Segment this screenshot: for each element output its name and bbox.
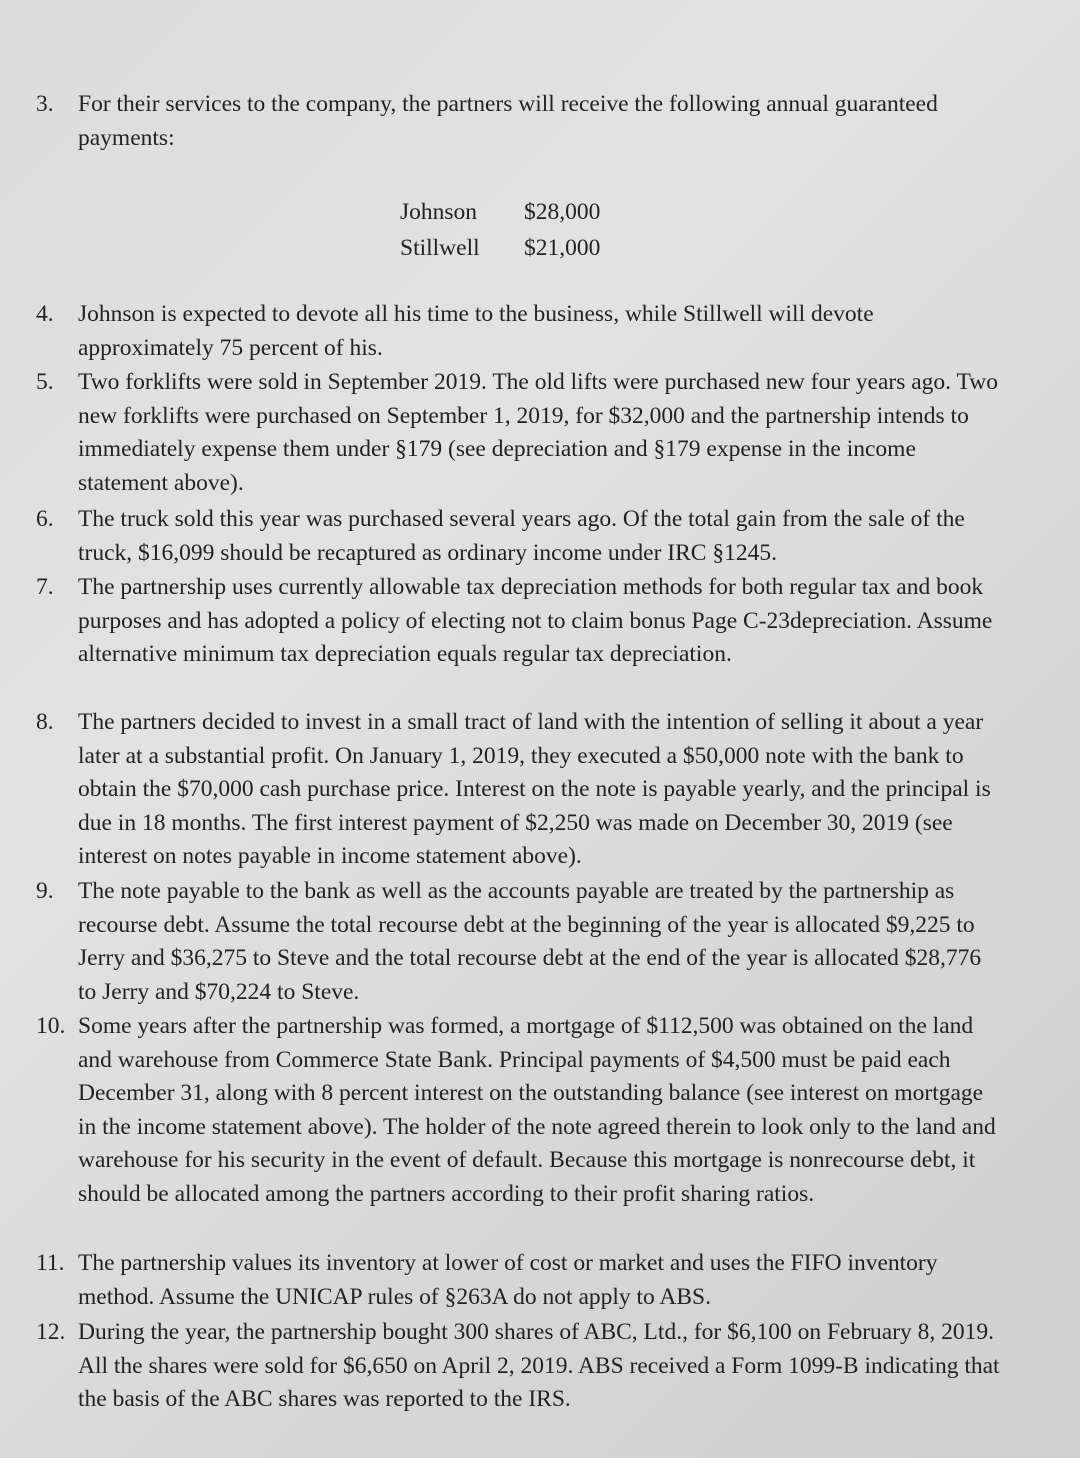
item-number: 10.	[36, 1013, 66, 1039]
partner-name: Johnson	[400, 199, 478, 225]
table-row	[400, 230, 624, 266]
item-text: Some years after the partnership was formed, a mortgage of $112,500 was obtained on the land and warehouse from Commerce State Bank. Principal payments of $4,500 must be paid each December 31, along with 8 percent interest on the outstanding balance (see interest on mortgage in the income statement above). The holder of the note agreed therein to look only to the land and warehouse for his security in the event of default. Because this mortgage is nonrecourse debt, it should be allocated among the partners according to their profit sharing ratios.	[78, 1013, 996, 1207]
item-number: 5.	[36, 369, 54, 395]
item-text: The partnership values its inventory at lower of cost or market and uses the FIFO inventory method. Assume the UNICAP rules of §263A do not apply to ABS.	[78, 1250, 938, 1310]
partner-name: Stillwell	[400, 235, 480, 261]
item-number: 9.	[36, 878, 54, 904]
item-text: Johnson is expected to devote all his time to the business, while Stillwell will devote approximately 75 percent of his.	[78, 301, 874, 361]
item-text: The truck sold this year was purchased several years ago. Of the total gain from the sale of the truck, $16,099 should be recaptured as ordinary income under IRC §1245.	[78, 506, 965, 566]
item-text: The partners decided to invest in a small tract of land with the intention of selling it about a year later at a substantial profit. On January 1, 2019, they executed a $50,000 note with the bank to obtain the $70,000 cash purchase price. Interest on the note is payable yearly, and the principal is due in 18 months. The first interest payment of $2,250 was made on December 30, 2019 (see interest on notes payable in income statement above).	[78, 709, 991, 869]
item-number: 6.	[36, 506, 54, 532]
item-text: During the year, the partnership bought 300 shares of ABC, Ltd., for $6,100 on February 8, 2019. All the shares were sold for $6,650 on April 2, 2019. ABS received a Form 1099-B indicating that the basis of the ABC shares was reported to the IRS.	[78, 1319, 1000, 1412]
payment-amount: $21,000	[524, 235, 601, 261]
item-text: The note payable to the bank as well as the accounts payable are treated by the partnership as recourse debt. Assume the total recourse debt at the beginning of the year is allocated $9,225 to Jerry and $36,275 to Steve and the total recourse debt at the end of the year is allocated $28,776 to Jerry and $70,224 to Steve.	[78, 878, 982, 1005]
item-text: Two forklifts were sold in September 2019. The old lifts were purchased new four years ago. Two new forklifts were purchased on September 1, 2019, for $32,000 and the partnership intends to immediately expense them under §179 (see depreciation and §179 expense in the income statement above).	[78, 369, 998, 496]
item-number: 3.	[36, 91, 54, 117]
item-number: 4.	[36, 301, 54, 327]
item-number: 7.	[36, 574, 54, 600]
item-number: 11.	[36, 1250, 65, 1276]
table-row	[400, 194, 624, 230]
item-number: 12.	[36, 1319, 66, 1345]
item-number: 8.	[36, 709, 54, 735]
item-text: For their services to the company, the partners will receive the following annual guaranteed payments:	[78, 91, 938, 151]
guaranteed-payments-table	[400, 194, 624, 266]
item-text: The partnership uses currently allowable tax depreciation methods for both regular tax and book purposes and has adopted a policy of electing not to claim bonus Page C-23depreciation. Assume alternative minimum tax depreciation equals regular tax depreciation.	[78, 574, 993, 667]
payment-amount: $28,000	[524, 199, 601, 225]
